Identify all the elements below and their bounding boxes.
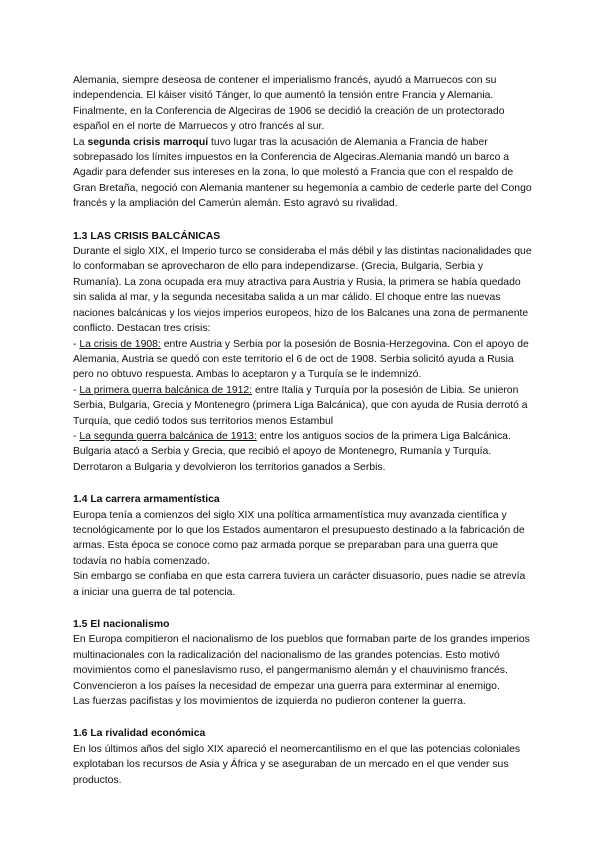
- section-heading: 1.5 El nacionalismo: [73, 619, 170, 630]
- section-paragraph: En Europa compitieron el nacionalismo de los pueblos que formaban parte de los grandes imperios multinacionales con la radicalización del nacionalismo de las grandes potencias. Esto motivó movimientos como el paneslavismo ruso, el pangermanismo alemán y el chauvinismo francés. Convencieron a los países la necesidad de empezar una guerra para exterminar al enemigo.: [73, 634, 530, 692]
- list-dash: -: [73, 338, 80, 350]
- section-paragraph: Durante el siglo XIX, el Imperio turco se consideraba el más débil y las distintas nacionalidades que lo conformaban se aprovecharon de ello para independizarse. (Grecia, Bulgaria, Serbia y Rumanía). La zona ocupada era muy atractiva para Austria y Rusia, la primera se había quedado sin salida al mar, y la segunda necesitaba salida a un mar cálido. El choque entre las nuevas naciones balcánicas y los viejos imperios europeos, hizo de los Balcanes una zona de permanente conflicto. Destacan tres crisis:: [73, 246, 532, 335]
- intro-p2-rest: tuvo lugar tras la acusación de Alemania a Francia de haber sobrepasado los límites impuestos en la Conferencia de Algeciras.Alemania mandó un barco a Agadir para defender sus intereses en la zona, lo que molestó a Francia que con el respaldo de Gran Bretaña, negoció con Alemania mantener su hegemonía a cambio de cederle parte del Congo francés y la ampliación del Camerún alemán. Esto agravó su rivalidad.: [73, 136, 532, 210]
- intro-paragraph-1: Alemania, siempre deseosa de contener el imperialismo francés, ayudó a Marruecos con su independencia. El káiser visitó Tánger, lo que aumentó la tensión entre Francia y Alemania. Finalmente, en la Conferencia de Algeciras de 1906 se decidió la creación de un protectorado español en el norte de Marruecos y otro francés al sur.: [73, 75, 505, 133]
- section-1-5: [73, 617, 533, 709]
- crisis-title: La segunda guerra balcánica de 1913:: [79, 430, 257, 442]
- intro-p2-bold-term: segunda crisis marroquí: [87, 136, 209, 148]
- section-paragraph: Sin embargo se confiaba en que esta carrera tuviera un carácter disuasorio, pues nadie se atrevía a iniciar una guerra de tal potencia.: [73, 571, 526, 598]
- list-dash: -: [73, 384, 80, 396]
- section-paragraph: Europa tenía a comienzos del siglo XIX una política armamentística muy avanzada científica y tecnológicamente por lo que los Estados aumentaron el presupuesto destinado a la fabricación de armas. Esta época se conoce como paz armada porque se preparaban para una guerra que todavía no había comenzado.: [73, 509, 525, 567]
- section-1-4: [73, 492, 533, 600]
- section-heading: 1.3 LAS CRISIS BALCÁNICAS: [73, 230, 221, 242]
- section-heading: 1.6 La rivalidad económica: [73, 728, 206, 740]
- crisis-text: entre Austria y Serbia por la posesión de Bosnia-Herzegovina. Con el apoyo de Alemania, Austria se quedó con este territorio el 6 de oct de 1908. Serbia solicitó ayuda a Rusia pero no obtuvo respuesta. Ambas lo aceptaron y a Turquía se le indemnizó.: [73, 338, 529, 381]
- crisis-list-item: [73, 383, 533, 429]
- section-paragraph: Las fuerzas pacifistas y los movimientos de izquierda no pudieron contener la guerra.: [73, 696, 466, 708]
- intro-p2-prefix: La: [73, 136, 88, 148]
- section-1-3: [73, 229, 533, 476]
- crisis-list-item: [73, 337, 533, 383]
- section-paragraph: En los últimos años del siglo XIX apareció el neomercantilismo en el que las potencias coloniales explotaban los recursos de Asia y África y se aseguraban de un mercado en el que vender sus productos.: [73, 743, 521, 786]
- document-page: [73, 73, 533, 788]
- crisis-text: entre los antiguos socios de la primera Liga Balcánica. Bulgaria atacó a Serbia y Grecia, que recibió el apoyo de Montenegro, Rumanía y Turquía. Derrotaron a Bulgaria y devolvieron los territorios ganados a Serbis.: [73, 430, 511, 473]
- crisis-title: La primera guerra balcánica de 1912:: [79, 384, 253, 396]
- section-heading: 1.4 La carrera armamentística: [73, 494, 220, 506]
- crisis-title: La crisis de 1908:: [79, 338, 161, 350]
- crisis-text: entre Italia y Turquía por la posesión de Libia. Se unieron Serbia, Bulgaria, Grecia y Montenegro (primera Liga Balcánica), que con ayuda de Rusia derrotó a Turquía, que cedió todos sus territorios menos Estambul: [73, 384, 528, 427]
- list-dash: -: [73, 430, 80, 442]
- intro-paragraph-2: [73, 135, 533, 212]
- crisis-list-item: [73, 429, 533, 475]
- section-1-6: [73, 726, 533, 788]
